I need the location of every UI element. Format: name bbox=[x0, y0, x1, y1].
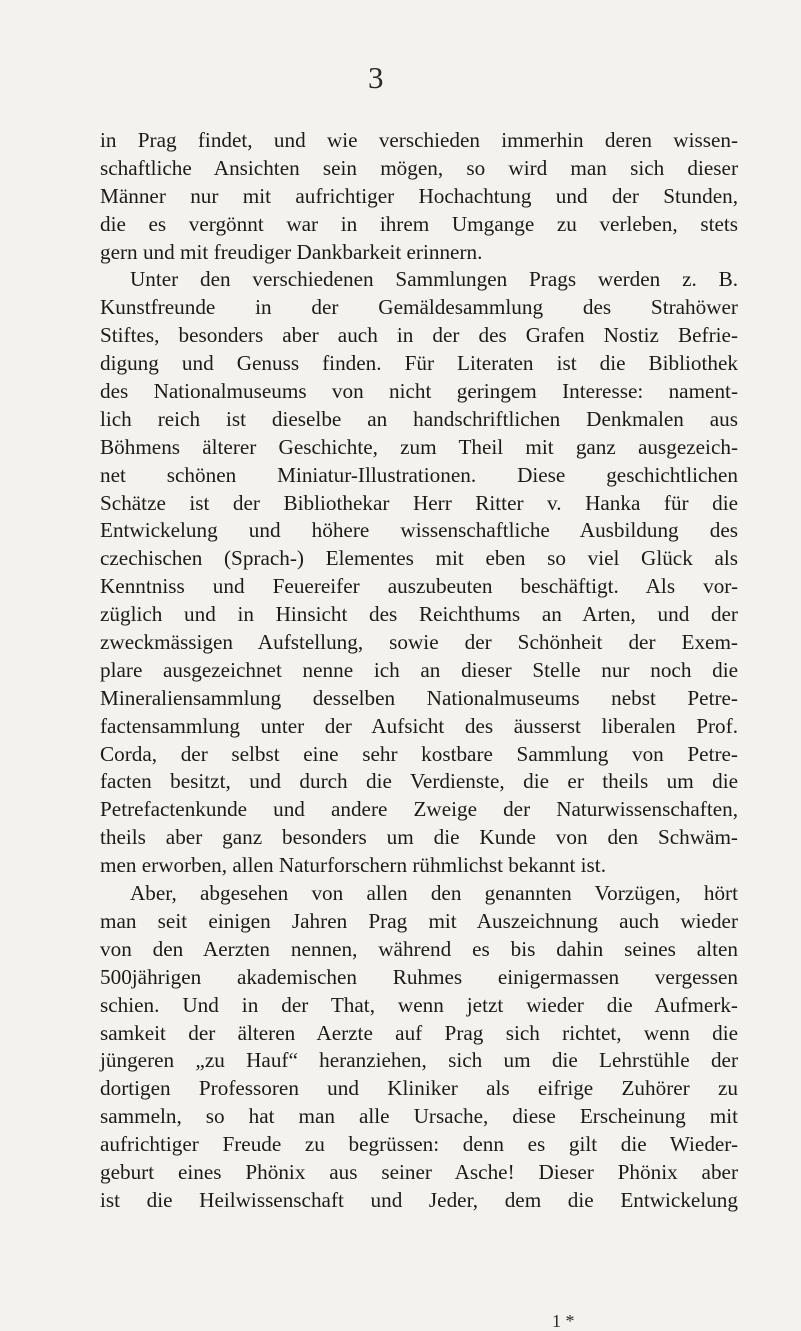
text-line: jüngeren „zu Hauf“ heranziehen, sich um die Lehrstühle der bbox=[100, 1048, 738, 1073]
text-line: geburt eines Phönix aus seiner Asche! Dieser Phönix aber bbox=[100, 1159, 738, 1184]
text-line: aufrichtiger Freude zu begrüssen: denn es gilt die Wieder- bbox=[100, 1132, 738, 1157]
text-line: zweckmässigen Aufstellung, sowie der Schönheit der Exem- bbox=[100, 630, 738, 655]
text-line: Petrefactenkunde und andere Zweige der Naturwissenschaften, bbox=[100, 797, 738, 822]
text-line: dortigen Professoren und Kliniker als eifrige Zuhörer zu bbox=[100, 1076, 738, 1101]
text-line: net schönen Miniatur-Illustrationen. Diese geschichtlichen bbox=[100, 462, 738, 487]
text-line: Schätze ist der Bibliothekar Herr Ritter v. Hanka für die bbox=[100, 490, 738, 515]
text-line: die es vergönnt war in ihrem Umgange zu verleben, stets bbox=[100, 211, 738, 236]
text-line: schaftliche Ansichten sein mögen, so wird man sich dieser bbox=[100, 155, 738, 180]
text-line: züglich und in Hinsicht des Reichthums an Arten, und der bbox=[100, 602, 738, 627]
text-line: facten besitzt, und durch die Verdienste, die er theils um die bbox=[100, 769, 738, 794]
text-line: plare ausgezeichnet nenne ich an dieser Stelle nur noch die bbox=[100, 657, 738, 682]
text-line: von den Aerzten nennen, während es bis dahin seines alten bbox=[100, 936, 738, 961]
text-line: czechischen (Sprach-) Elementes mit eben so viel Glück als bbox=[100, 546, 738, 571]
page-number: 3 bbox=[368, 60, 384, 95]
text-line: des Nationalmuseums von nicht geringem Interesse: nament- bbox=[100, 379, 738, 404]
text-line: in Prag findet, und wie verschieden immerhin deren wissen- bbox=[100, 128, 738, 152]
text-line: sammeln, so hat man alle Ursache, diese Erscheinung mit bbox=[100, 1104, 738, 1129]
text-line: 500jährigen akademischen Ruhmes einigermassen vergessen bbox=[100, 964, 738, 989]
text-line: Böhmens älterer Geschichte, zum Theil mit ganz ausgezeich- bbox=[100, 434, 738, 459]
text-line: theils aber ganz besonders um die Kunde von den Schwäm- bbox=[100, 825, 738, 850]
text-line: man seit einigen Jahren Prag mit Auszeichnung auch wieder bbox=[100, 908, 738, 933]
text-line: lich reich ist dieselbe an handschriftlichen Denkmalen aus bbox=[100, 406, 738, 431]
text-line: Unter den verschiedenen Sammlungen Prags werden z. B. bbox=[130, 267, 738, 292]
text-line: schien. Und in der That, wenn jetzt wieder die Aufmerk- bbox=[100, 992, 738, 1017]
body-text bbox=[100, 127, 738, 1215]
text-line: Kenntniss und Feuereifer auszubeuten beschäftigt. Als vor- bbox=[100, 574, 738, 599]
text-line: factensammlung unter der Aufsicht des äusserst liberalen Prof. bbox=[100, 713, 738, 738]
text-line: samkeit der älteren Aerzte auf Prag sich richtet, wenn die bbox=[100, 1020, 738, 1045]
text-line: gern und mit freudiger Dankbarkeit erinnern. bbox=[100, 239, 483, 264]
text-line: ist die Heilwissenschaft und Jeder, dem die Entwickelung bbox=[100, 1187, 738, 1212]
text-line: men erworben, allen Naturforschern rühmlichst bekannt ist. bbox=[100, 853, 606, 878]
text-line: Männer nur mit aufrichtiger Hochachtung und der Stunden, bbox=[100, 183, 738, 208]
text-line: Aber, abgesehen von allen den genannten Vorzügen, hört bbox=[130, 881, 738, 906]
signature-mark: 1 * bbox=[552, 1311, 575, 1331]
text-line: Kunstfreunde in der Gemäldesammlung des Strahöwer bbox=[100, 295, 738, 320]
text-line: Corda, der selbst eine sehr kostbare Sammlung von Petre- bbox=[100, 741, 738, 766]
text-line: digung und Genuss finden. Für Literaten ist die Bibliothek bbox=[100, 351, 738, 376]
text-line: Mineraliensammlung desselben Nationalmuseums nebst Petre- bbox=[100, 685, 738, 710]
text-line: Entwickelung und höhere wissenschaftliche Ausbildung des bbox=[100, 518, 738, 543]
text-line: Stiftes, besonders aber auch in der des Grafen Nostiz Befrie- bbox=[100, 323, 738, 348]
